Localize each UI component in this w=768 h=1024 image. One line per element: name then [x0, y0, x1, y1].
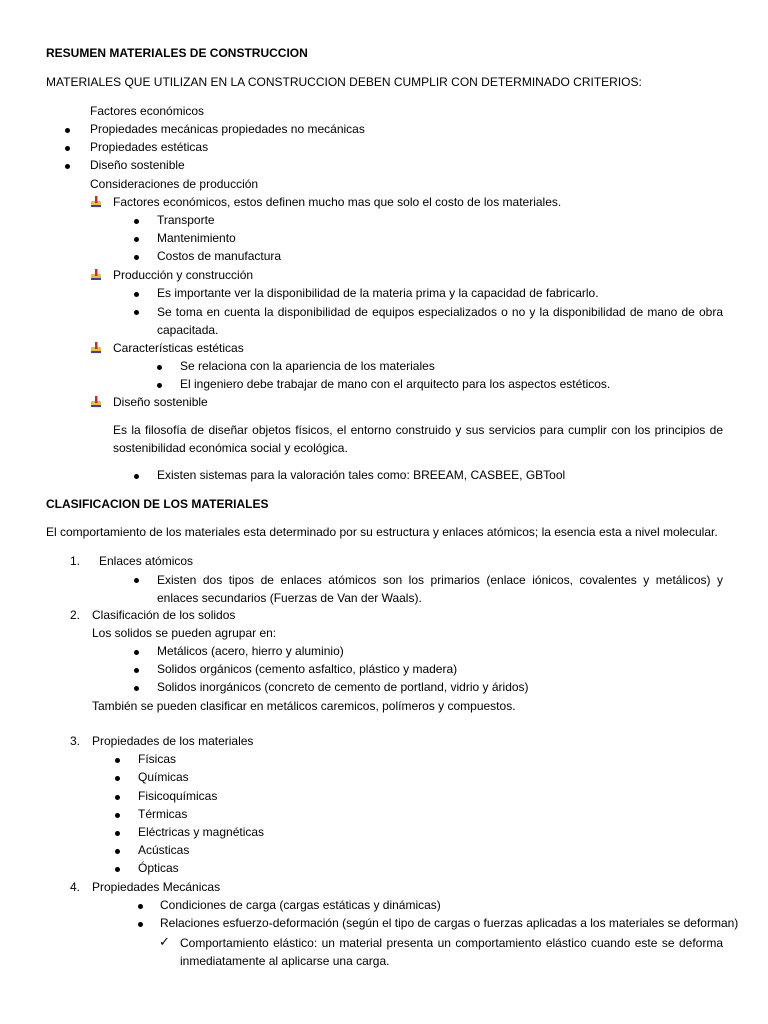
- list-item: Metálicos (acero, hierro y aluminio): [157, 644, 344, 658]
- criteria-item: Propiedades mecánicas propiedades no mecánicas: [90, 122, 365, 136]
- pointing-hand-icon: [90, 342, 104, 354]
- list-item: Existen sistemas para la valoración tales como: BREEAM, CASBEE, GBTool: [157, 468, 566, 482]
- section-heading: CLASIFICACION DE LOS MATERIALES: [46, 497, 269, 511]
- list-item: Se toma en cuenta la disponibilidad de equipos especializados o no y la disponibilidad de mano de obra capacitada.: [157, 305, 723, 337]
- list-item: Solidos orgánicos (cemento asfaltico, plástico y madera): [157, 662, 458, 676]
- bullet-icon: [115, 813, 120, 818]
- numbered-title: Propiedades Mecánicas: [92, 880, 221, 894]
- numbered-title: Clasificación de los solidos: [92, 608, 236, 622]
- list-item: Solidos inorgánicos (concreto de cemento de portland, vidrio y áridos): [157, 680, 529, 694]
- list-item: Costos de manufactura: [157, 249, 282, 263]
- bullet-icon: [138, 904, 143, 909]
- bullet-icon: [134, 474, 139, 479]
- list-item: El ingeniero debe trabajar de mano con el arquitecto para los aspectos estéticos.: [180, 377, 611, 391]
- list-item: Ópticas: [138, 861, 179, 875]
- check-item: Comportamiento elástico: un material presenta un comportamiento elástico cuando este se deforma inmediatamente al aplicarse una carga.: [180, 936, 723, 968]
- bullet-icon: [134, 292, 139, 297]
- bullet-icon: [115, 831, 120, 836]
- list-item: Fisicoquímicas: [138, 789, 218, 803]
- section-title: Producción y construcción: [113, 268, 254, 282]
- paragraph: El comportamiento de los materiales esta determinado por su estructura y enlaces atómicos; la esencia esta a nivel molecular.: [46, 525, 718, 539]
- criteria-item: Diseño sostenible: [90, 158, 185, 172]
- bullet-icon: [65, 146, 70, 151]
- bullet-icon: [138, 922, 143, 927]
- bullet-icon: [157, 365, 162, 370]
- pointing-hand-icon: [90, 196, 104, 208]
- list-number: 3.: [70, 734, 81, 748]
- sub-text: Los solidos se pueden agrupar en:: [92, 626, 277, 640]
- bullet-icon: [134, 686, 139, 691]
- bullet-icon: [115, 795, 120, 800]
- pointing-hand-icon: [90, 396, 104, 408]
- bullet-icon: [134, 219, 139, 224]
- list-item: Existen dos tipos de enlaces atómicos son los primarios (enlace iónicos, covalentes y metálicos) y enlaces secundarios (Fuerzas de Van der Waals).: [157, 573, 723, 605]
- bullet-icon: [134, 578, 139, 583]
- bullet-icon: [134, 668, 139, 673]
- bullet-icon: [134, 310, 139, 315]
- list-item: Mantenimiento: [157, 231, 236, 245]
- list-item: Acústicas: [138, 843, 190, 857]
- list-item: Eléctricas y magnéticas: [138, 825, 265, 839]
- list-number: 2.: [70, 608, 81, 622]
- bullet-icon: [157, 383, 162, 388]
- list-item: Condiciones de carga (cargas estáticas y dinámicas): [160, 898, 441, 912]
- criteria-item: Factores económicos: [90, 104, 205, 118]
- list-item: Relaciones esfuerzo-deformación (según el tipo de cargas o fuerzas aplicadas a los materiales se deforman): [160, 916, 739, 930]
- list-item: Se relaciona con la apariencia de los materiales: [180, 359, 435, 373]
- criteria-item: Propiedades estéticas: [90, 140, 209, 154]
- bullet-icon: [115, 867, 120, 872]
- list-item: Térmicas: [138, 807, 188, 821]
- section-title: Factores económicos, estos definen mucho mas que solo el costo de los materiales.: [113, 195, 562, 209]
- list-number: 4.: [70, 880, 81, 894]
- list-item: Físicas: [138, 752, 177, 766]
- numbered-title: Propiedades de los materiales: [92, 734, 254, 748]
- section-title: Diseño sostenible: [113, 395, 208, 409]
- criteria-item: Consideraciones de producción: [90, 177, 259, 191]
- bullet-icon: [134, 237, 139, 242]
- intro-text: MATERIALES QUE UTILIZAN EN LA CONSTRUCCION DEBEN CUMPLIR CON DETERMINADO CRITERIOS:: [46, 75, 642, 89]
- bullet-icon: [115, 776, 120, 781]
- pointing-hand-icon: [90, 269, 104, 281]
- bullet-icon: [115, 849, 120, 854]
- sub-text: También se pueden clasificar en metálicos caremicos, polímeros y compuestos.: [92, 699, 516, 713]
- list-number: 1.: [70, 554, 81, 568]
- list-item: Químicas: [138, 770, 189, 784]
- bullet-icon: [115, 758, 120, 763]
- bullet-icon: [134, 255, 139, 260]
- numbered-title: Enlaces atómicos: [99, 554, 194, 568]
- paragraph: Es la filosofía de diseñar objetos físicos, el entorno construido y sus servicios para cumplir con los principios de sostenibilidad económica social y ecológica.: [113, 423, 723, 455]
- bullet-icon: [134, 650, 139, 655]
- bullet-icon: [65, 128, 70, 133]
- list-item: Es importante ver la disponibilidad de la materia prima y la capacidad de fabricarlo.: [157, 286, 599, 300]
- list-item: Transporte: [157, 213, 215, 227]
- document-title: RESUMEN MATERIALES DE CONSTRUCCION: [46, 46, 308, 60]
- bullet-icon: [65, 164, 70, 169]
- checkmark-icon: ✓: [159, 934, 170, 949]
- section-title: Características estéticas: [113, 341, 244, 355]
